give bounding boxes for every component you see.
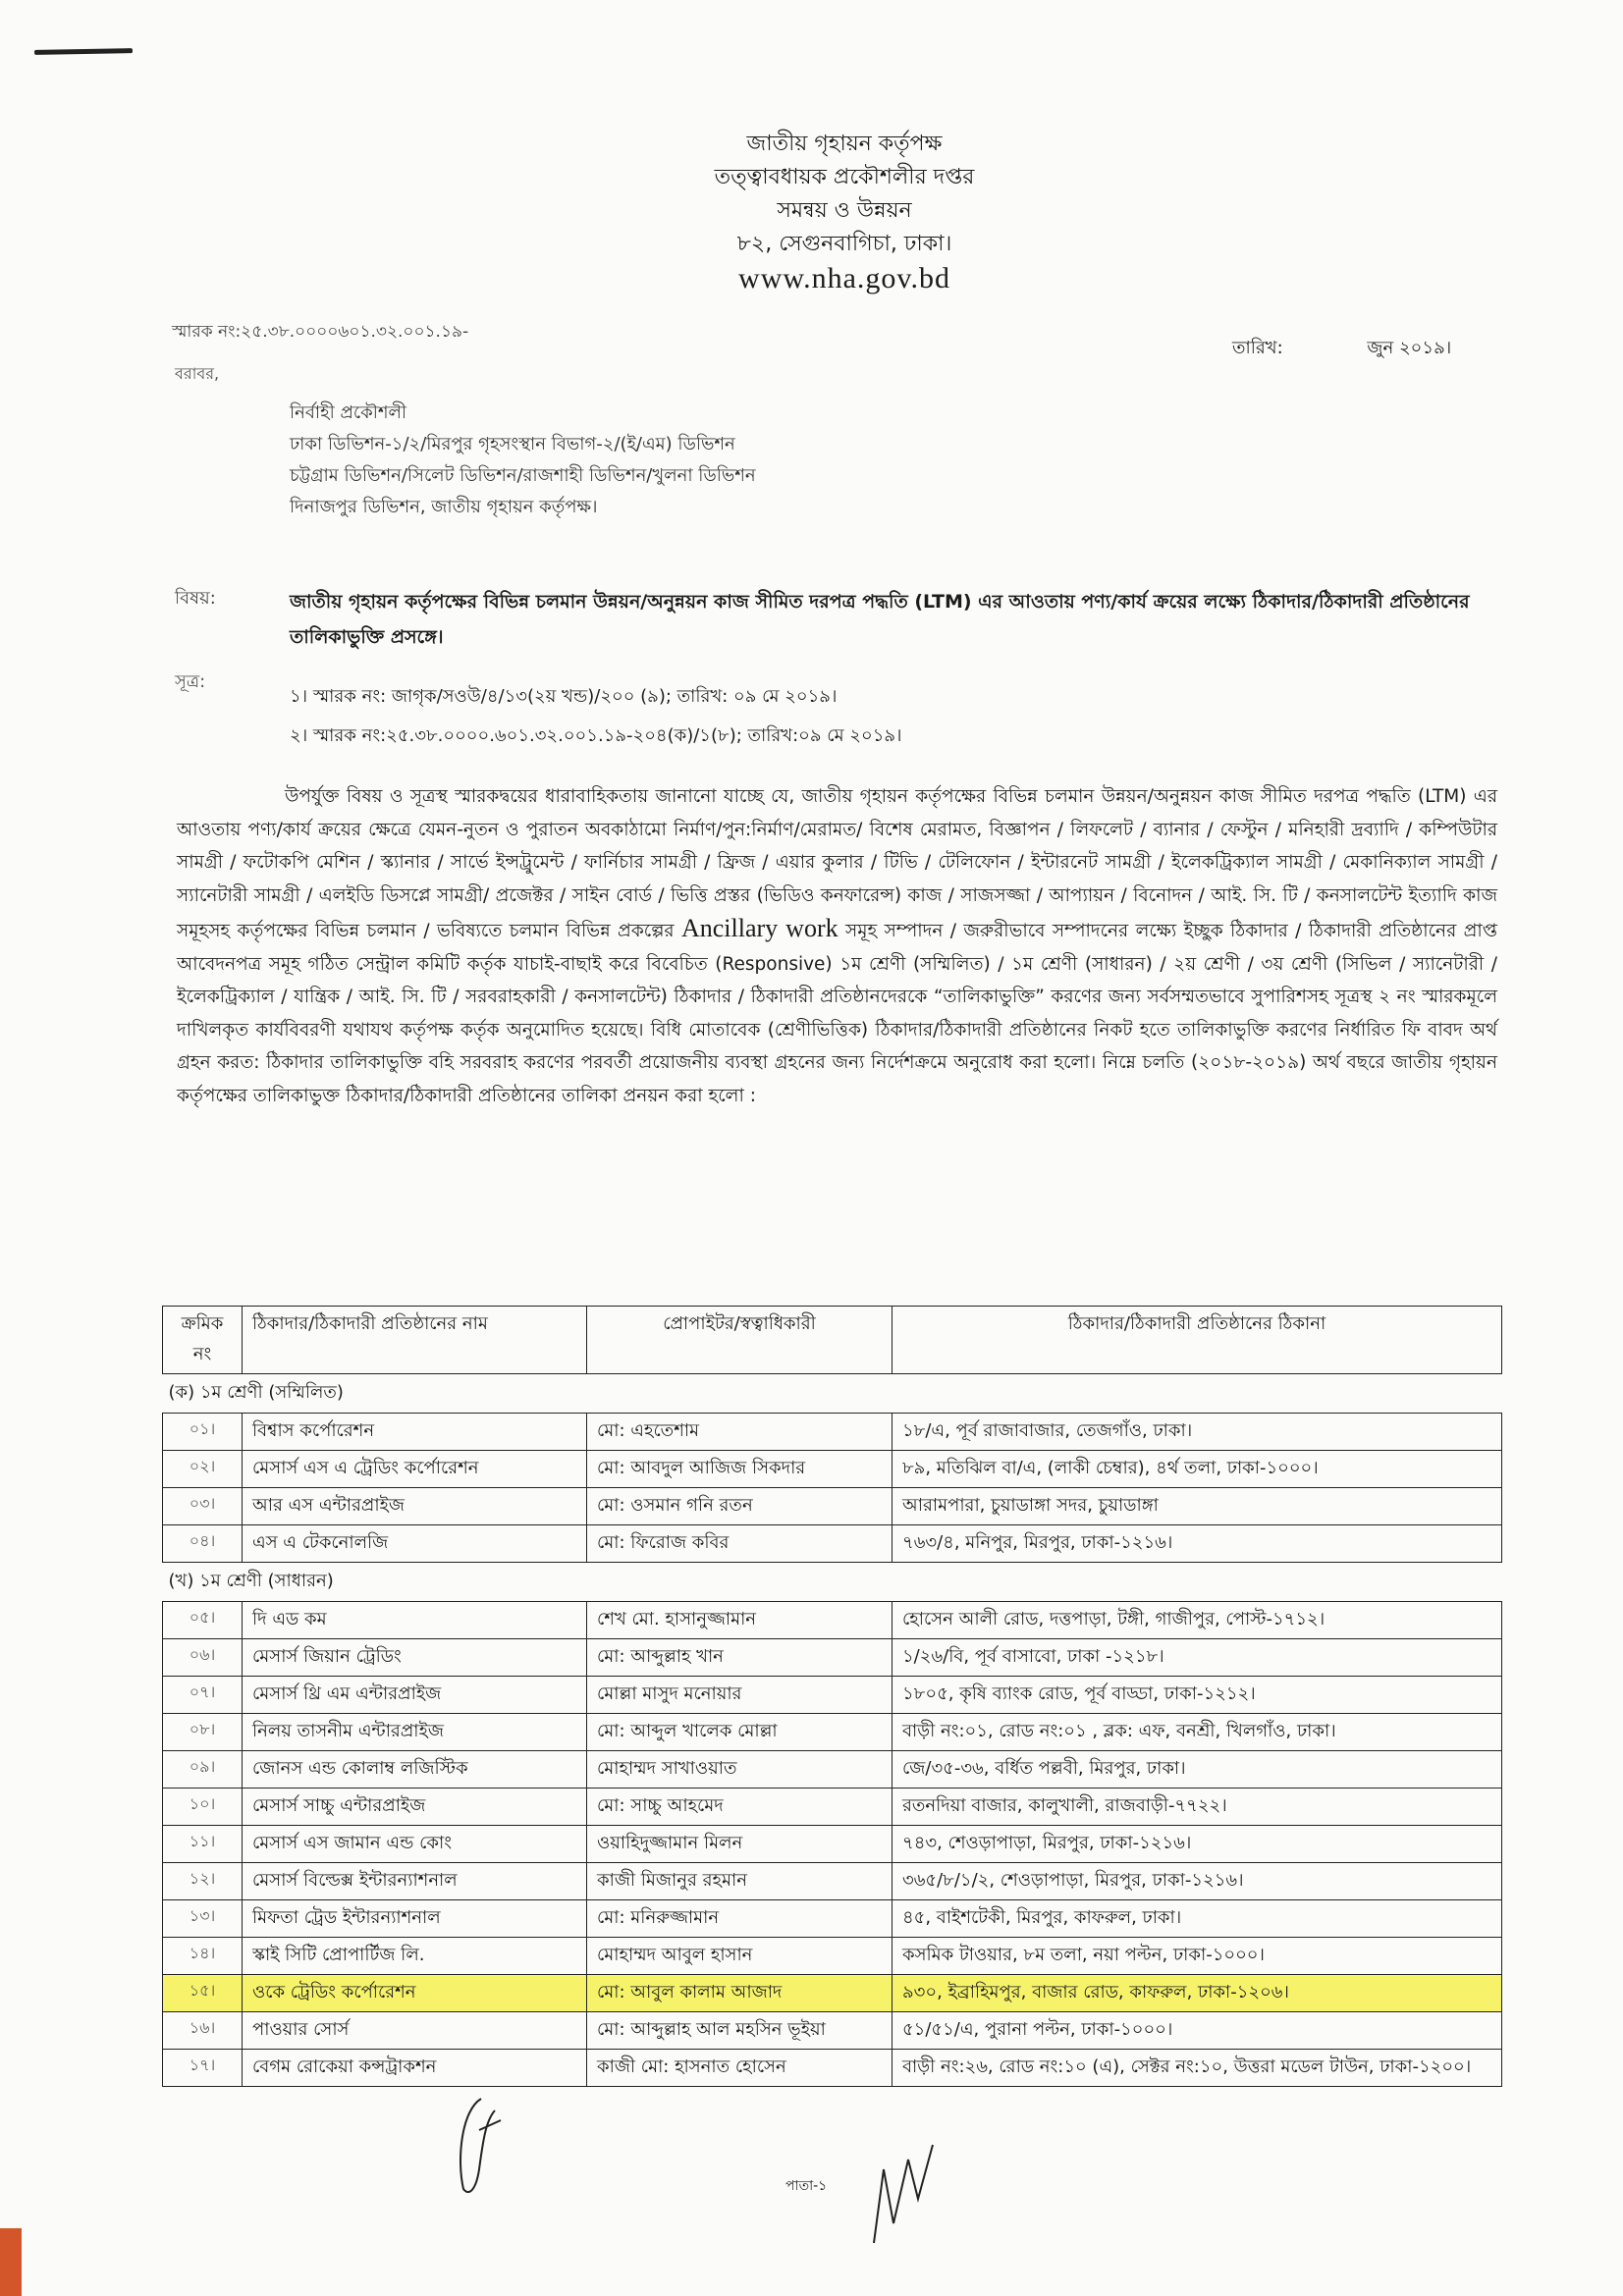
address-cell: ১৮০৫, কৃষি ব্যাংক রোড, পূর্ব বাড্ডা, ঢাকা-১২১২। xyxy=(893,1677,1502,1714)
group-title: (ক) ১ম শ্রেণী (সম্মিলিত) xyxy=(163,1374,1502,1414)
address-cell: আরামপারা, চুয়াডাঙ্গা সদর, চুয়াডাঙ্গা xyxy=(893,1488,1502,1525)
address-cell: ৪৫, বাইশটেকী, মিরপুর, কাফরুল, ঢাকা। xyxy=(893,1900,1502,1938)
firm-name-cell: পাওয়ার সোর্স xyxy=(243,2012,587,2050)
group-header-row xyxy=(163,1374,1502,1414)
date-label: তারিখ: xyxy=(1232,338,1283,358)
table-row xyxy=(163,1525,1502,1563)
firm-name-cell: ওকে ট্রেডিং কর্পোরেশন xyxy=(243,1975,587,2012)
unit-name: সমন্বয় ও উন্নয়ন xyxy=(777,198,912,223)
group-title: (খ) ১ম শ্রেণী (সাধারন) xyxy=(163,1563,1502,1602)
col-firm-name: ঠিকাদার/ঠিকাদারী প্রতিষ্ঠানের নাম xyxy=(243,1307,587,1374)
address-cell: ৭৪৩, শেওড়াপাড়া, মিরপুর, ঢাকা-১২১৬। xyxy=(893,1826,1502,1863)
contractor-table xyxy=(162,1306,1502,2087)
table-row xyxy=(163,1677,1502,1714)
table-header-row xyxy=(163,1307,1502,1374)
recipient-line: ঢাকা ডিভিশন-১/২/মিরপুর গৃহসংস্থান বিভাগ-২/(ই/এম) ডিভিশন xyxy=(290,434,735,454)
reference-label: সূত্র: xyxy=(175,671,206,692)
table-row xyxy=(163,1938,1502,1975)
scan-edge xyxy=(0,2228,22,2296)
address-cell: ৮৯, মতিঝিল বা/এ, (লাকী চেম্বার), ৪র্থ তলা, ঢাকা-১০০০। xyxy=(893,1451,1502,1488)
firm-name-cell: জোনস এন্ড কোলাম্ব লজিস্টিক xyxy=(243,1751,587,1789)
firm-name-cell: মিফতা ট্রেড ইন্টারন্যাশনাল xyxy=(243,1900,587,1938)
address-cell: জে/৩৫-৩৬, বর্ধিত পল্লবী, মিরপুর, ঢাকা। xyxy=(893,1751,1502,1789)
address-cell: রতনদিয়া বাজার, কালুখালী, রাজবাড়ী-৭৭২২। xyxy=(893,1789,1502,1826)
subject-label: বিষয়: xyxy=(175,588,216,609)
table-row xyxy=(163,1714,1502,1751)
firm-name-cell: মেসার্স বিল্ডেক্স ইন্টারন্যাশনাল xyxy=(243,1863,587,1900)
firm-name-cell: মেসার্স সাচ্চু এন্টারপ্রাইজ xyxy=(243,1789,587,1826)
recipient-line: দিনাজপুর ডিভিশন, জাতীয় গৃহায়ন কর্তৃপক্ষ। xyxy=(290,497,598,517)
proprietor-cell: মো: আবদুল আজিজ সিকদার xyxy=(587,1451,893,1488)
serial-cell: ১০। xyxy=(163,1789,243,1826)
address-cell: ৭৬৩/৪, মনিপুর, মিরপুর, ঢাকা-১২১৬। xyxy=(893,1525,1502,1563)
table-row xyxy=(163,1826,1502,1863)
to-label: বরাবর, xyxy=(175,364,220,383)
table-row xyxy=(163,1639,1502,1677)
table-row xyxy=(163,1789,1502,1826)
proprietor-cell: মো: মনিরুজ্জামান xyxy=(587,1900,893,1938)
table-row xyxy=(163,1414,1502,1451)
table-row xyxy=(163,1900,1502,1938)
firm-name-cell: মেসার্স জিয়ান ট্রেডিং xyxy=(243,1639,587,1677)
proprietor-cell: মো: এহতেশাম xyxy=(587,1414,893,1451)
signature-initial-right xyxy=(864,2140,943,2248)
body-part-1: উপর্যুক্ত বিষয় ও সূত্রস্থ স্মারকদ্বয়ের ধারাবাহিকতায় জানানো যাচ্ছে যে, জাতীয় গৃহায়ন কর্তৃপক্ষের বিভিন্ন চলমান উন্নয়ন/অনুন্নয়ন কাজ সীমিত দরপত্র পদ্ধতি (LTM) এর আওতায় পণ্য/কার্য ক্রয়ের ক্ষেত্রে যেমন-নুতন ও পুরাতন অবকাঠামো নির্মাণ/পুন:নির্মাণ/মেরামত/ বিশেষ মেরামত, বিজ্ঞাপন / লিফলেট / ব্যানার / ফেস্টুন / মনিহারী দ্রব্যাদি / কম্পিউটার সামগ্রী / ফটোকপি মেশিন / স্ক্যানার / সার্ভে ইন্সট্রুমেন্ট / ফার্নিচার সামগ্রী / ফ্রিজ / এয়ার কুলার / টিভি / টেলিফোন / ইন্টারনেট সামগ্রী / ইলেকট্রিক্যাল সামগ্রী / মেকানিক্যাল সামগ্রী / স্যানেটারী সামগ্রী / এলইডি ডিসপ্লে সামগ্রী/ প্রজেক্টর / সাইন বোর্ড / ভিত্তি প্রস্তর (ভিডিও কনফারেন্স) কাজ / সাজসজ্জা / আপ্যায়ন / বিনোদন / আই. সি. টি / কনসালটেন্ট ইত্যাদি কাজ সমূহসহ কর্তৃপক্ষের বিভিন্ন চলমান / ভবিষ্যতে চলমান বিভিন্ন প্রকল্পের xyxy=(177,786,1497,941)
proprietor-cell: মো: সাচ্চু আহমেদ xyxy=(587,1789,893,1826)
serial-cell: ০৪। xyxy=(163,1525,243,1563)
table-row xyxy=(163,1451,1502,1488)
address-cell: ৯৩০, ইব্রাহিমপুর, বাজার রোড, কাফরুল, ঢাকা-১২০৬। xyxy=(893,1975,1502,2012)
table-row xyxy=(163,1975,1502,2012)
recipient-line: নির্বাহী প্রকৌশলী xyxy=(290,402,407,423)
reference-item: ১। স্মারক নং: জাগৃক/সওউ/৪/১৩(২য় খন্ড)/২০০ (৯); তারিখ: ০৯ মে ২০১৯। xyxy=(290,686,838,707)
proprietor-cell: কাজী মো: হাসনাত হোসেন xyxy=(587,2050,893,2087)
address-cell: ৫১/৫১/এ, পুরানা পল্টন, ঢাকা-১০০০। xyxy=(893,2012,1502,2050)
firm-name-cell: বেগম রোকেয়া কন্সট্রাকশন xyxy=(243,2050,587,2087)
date-value: জুন ২০১৯। xyxy=(1367,338,1452,358)
serial-cell: ০৯। xyxy=(163,1751,243,1789)
serial-cell: ১৪। xyxy=(163,1938,243,1975)
table-row xyxy=(163,2050,1502,2087)
org-name: জাতীয় গৃহায়ন কর্তৃপক্ষ xyxy=(746,132,943,156)
col-proprietor: প্রোপাইটর/স্বত্বাধিকারী xyxy=(587,1307,893,1374)
firm-name-cell: স্কাই সিটি প্রোপার্টিজ লি. xyxy=(243,1938,587,1975)
proprietor-cell: মোহাম্মদ সাখাওয়াত xyxy=(587,1751,893,1789)
address-cell: বাড়ী নং:০১, রোড নং:০১ , ব্লক: এফ, বনশ্রী, খিলগাঁও, ঢাকা। xyxy=(893,1714,1502,1751)
serial-cell: ০৬। xyxy=(163,1639,243,1677)
reference-item: ২। স্মারক নং:২৫.৩৮.০০০০.৬০১.৩২.০০১.১৯-২০৪(ক)/১(৮); তারিখ:০৯ মে ২০১৯। xyxy=(290,725,902,746)
body-part-2: সমূহ সম্পাদন / জরুরীভাবে সম্পাদনের লক্ষ্যে ইচ্ছুক ঠিকাদার / ঠিকাদারী প্রতিষ্ঠানের প্রাপ্ত আবেদনপত্র সমূহ গঠিত সেন্ট্রাল কমিটি কর্তৃক যাচাই-বাছাই করে বিবেচিত (Responsive) ১ম শ্রেণী (সম্মিলিত) / ১ম শ্রেণী (সাধারন) / ২য় শ্রেণী / ৩য় শ্রেণী (সিভিল / স্যানেটারী / ইলেকট্রিক্যাল / যান্ত্রিক / আই. সি. টি / সরবরাহকারী / কনসালটেন্ট) ঠিকাদার / ঠিকাদারী প্রতিষ্ঠানদেরকে “তালিকাভুক্তি” করণের জন্য সর্বসম্মতভাবে সুপারিশসহ সূত্রস্থ ২ নং স্মারকমূলে দাখিলকৃত কার্যবিবরণী যথাযথ কর্তৃপক্ষ কর্তৃক অনুমোদিত হয়েছে। বিধি মোতাবেক (শ্রেণীভিত্তিক) ঠিকাদার/ঠিকাদারী প্রতিষ্ঠানের নিকট হতে তালিকাভুক্তি করণের নির্ধারিত ফি বাবদ অর্থ গ্রহন করত: ঠিকাদার তালিকাভুক্তি বহি সরবরাহ করণের পরবর্তী প্রয়োজনীয় ব্যবস্থা গ্রহনের জন্য নির্দেশক্রমে অনুরোধ করা হলো। নিম্নে চলতি (২০১৮-২০১৯) অর্থ বছরে জাতীয় গৃহায়ন কর্তৃপক্ষের তালিকাভুক্ত ঠিকাদার/ঠিকাদারী প্রতিষ্ঠানের তালিকা প্রনয়ন করা হলো : xyxy=(177,921,1497,1106)
address-cell: ১৮/এ, পূর্ব রাজাবাজার, তেজগাঁও, ঢাকা। xyxy=(893,1414,1502,1451)
subject-text: জাতীয় গৃহায়ন কর্তৃপক্ষের বিভিন্ন চলমান উন্নয়ন/অনুন্নয়ন কাজ সীমিত দরপত্র পদ্ধতি (LTM) এর আওতায় পণ্য/কার্য ক্রয়ের লক্ষ্যে ঠিকাদার/ঠিকাদারী প্রতিষ্ঠানের তালিকাভুক্তি প্রসঙ্গে। xyxy=(290,591,1470,648)
firm-name-cell: মেসার্স এস জামান এন্ড কোং xyxy=(243,1826,587,1863)
table-row xyxy=(163,1863,1502,1900)
firm-name-cell: আর এস এন্টারপ্রাইজ xyxy=(243,1488,587,1525)
serial-cell: ০২। xyxy=(163,1451,243,1488)
firm-name-cell: দি এড কম xyxy=(243,1602,587,1639)
signature-initial-left xyxy=(452,2091,511,2199)
table-row xyxy=(163,1751,1502,1789)
proprietor-cell: মো: আব্দুল খালেক মোল্লা xyxy=(587,1714,893,1751)
address-cell: বাড়ী নং:২৬, রোড নং:১০ (এ), সেক্টর নং:১০, উত্তরা মডেল টাউন, ঢাকা-১২০০। xyxy=(893,2050,1502,2087)
website-link[interactable]: www.nha.gov.bd xyxy=(738,262,950,294)
body-paragraph xyxy=(177,780,1497,1112)
address-cell: কসমিক টাওয়ার, ৮ম তলা, নয়া পল্টন, ঢাকা-১০০০। xyxy=(893,1938,1502,1975)
col-serial: ক্রমিক নং xyxy=(163,1307,243,1374)
office-address: ৮২, সেগুনবাগিচা, ঢাকা। xyxy=(736,232,952,256)
proprietor-cell: মো: ফিরোজ কবির xyxy=(587,1525,893,1563)
address-cell: ৩৬৫/৮/১/২, শেওড়াপাড়া, মিরপুর, ঢাকা-১২১৬। xyxy=(893,1863,1502,1900)
address-cell: হোসেন আলী রোড, দত্তপাড়া, টঙ্গী, গাজীপুর, পোস্ট-১৭১২। xyxy=(893,1602,1502,1639)
firm-name-cell: মেসার্স থ্রি এম এন্টারপ্রাইজ xyxy=(243,1677,587,1714)
serial-cell: ১৫। xyxy=(163,1975,243,2012)
office-name: তত্ত্বাবধায়ক প্রকৌশলীর দপ্তর xyxy=(714,165,975,189)
proprietor-cell: ওয়াহিদুজ্জামান মিলন xyxy=(587,1826,893,1863)
recipient-block xyxy=(290,398,756,523)
serial-cell: ১৬। xyxy=(163,2012,243,2050)
proprietor-cell: কাজী মিজানুর রহমান xyxy=(587,1863,893,1900)
page-number: পাতা-১ xyxy=(785,2178,828,2194)
firm-name-cell: বিশ্বাস কর্পোরেশন xyxy=(243,1414,587,1451)
table-row xyxy=(163,1602,1502,1639)
table-row xyxy=(163,1488,1502,1525)
proprietor-cell: মো: আব্দুল্লাহ খান xyxy=(587,1639,893,1677)
serial-cell: ১১। xyxy=(163,1826,243,1863)
table-row xyxy=(163,2012,1502,2050)
address-cell: ১/২৬/বি, পূর্ব বাসাবো, ঢাকা -১২১৮। xyxy=(893,1639,1502,1677)
scan-mark xyxy=(34,48,133,55)
letterhead xyxy=(589,128,1100,296)
serial-cell: ০১। xyxy=(163,1414,243,1451)
proprietor-cell: মো: আবুল কালাম আজাদ xyxy=(587,1975,893,2012)
serial-cell: ০৩। xyxy=(163,1488,243,1525)
serial-cell: ০৭। xyxy=(163,1677,243,1714)
table-body xyxy=(163,1374,1502,2087)
reference-list xyxy=(290,677,902,756)
memo-number: স্মারক নং:২৫.৩৮.০০০০৬০১.৩২.০০১.১৯- xyxy=(172,322,469,342)
serial-cell: ০৮। xyxy=(163,1714,243,1751)
proprietor-cell: মো: আব্দুল্লাহ আল মহসিন ভূইয়া xyxy=(587,2012,893,2050)
col-address: ঠিকাদার/ঠিকাদারী প্রতিষ্ঠানের ঠিকানা xyxy=(893,1307,1502,1374)
proprietor-cell: মোহাম্মদ আবুল হাসান xyxy=(587,1938,893,1975)
proprietor-cell: শেখ মো. হাসানুজ্জামান xyxy=(587,1602,893,1639)
firm-name-cell: মেসার্স এস এ ট্রেডিং কর্পোরেশন xyxy=(243,1451,587,1488)
proprietor-cell: মোল্লা মাসুদ মনোয়ার xyxy=(587,1677,893,1714)
serial-cell: ১৭। xyxy=(163,2050,243,2087)
ancillary-work-text: Ancillary work xyxy=(680,914,839,942)
proprietor-cell: মো: ওসমান গনি রতন xyxy=(587,1488,893,1525)
recipient-line: চট্টগ্রাম ডিভিশন/সিলেট ডিভিশন/রাজশাহী ডিভিশন/খুলনা ডিভিশন xyxy=(290,465,756,486)
serial-cell: ০৫। xyxy=(163,1602,243,1639)
date-row xyxy=(1232,334,1451,364)
serial-cell: ১২। xyxy=(163,1863,243,1900)
group-header-row xyxy=(163,1563,1502,1602)
serial-cell: ১৩। xyxy=(163,1900,243,1938)
firm-name-cell: এস এ টেকনোলজি xyxy=(243,1525,587,1563)
firm-name-cell: নিলয় তাসনীম এন্টারপ্রাইজ xyxy=(243,1714,587,1751)
